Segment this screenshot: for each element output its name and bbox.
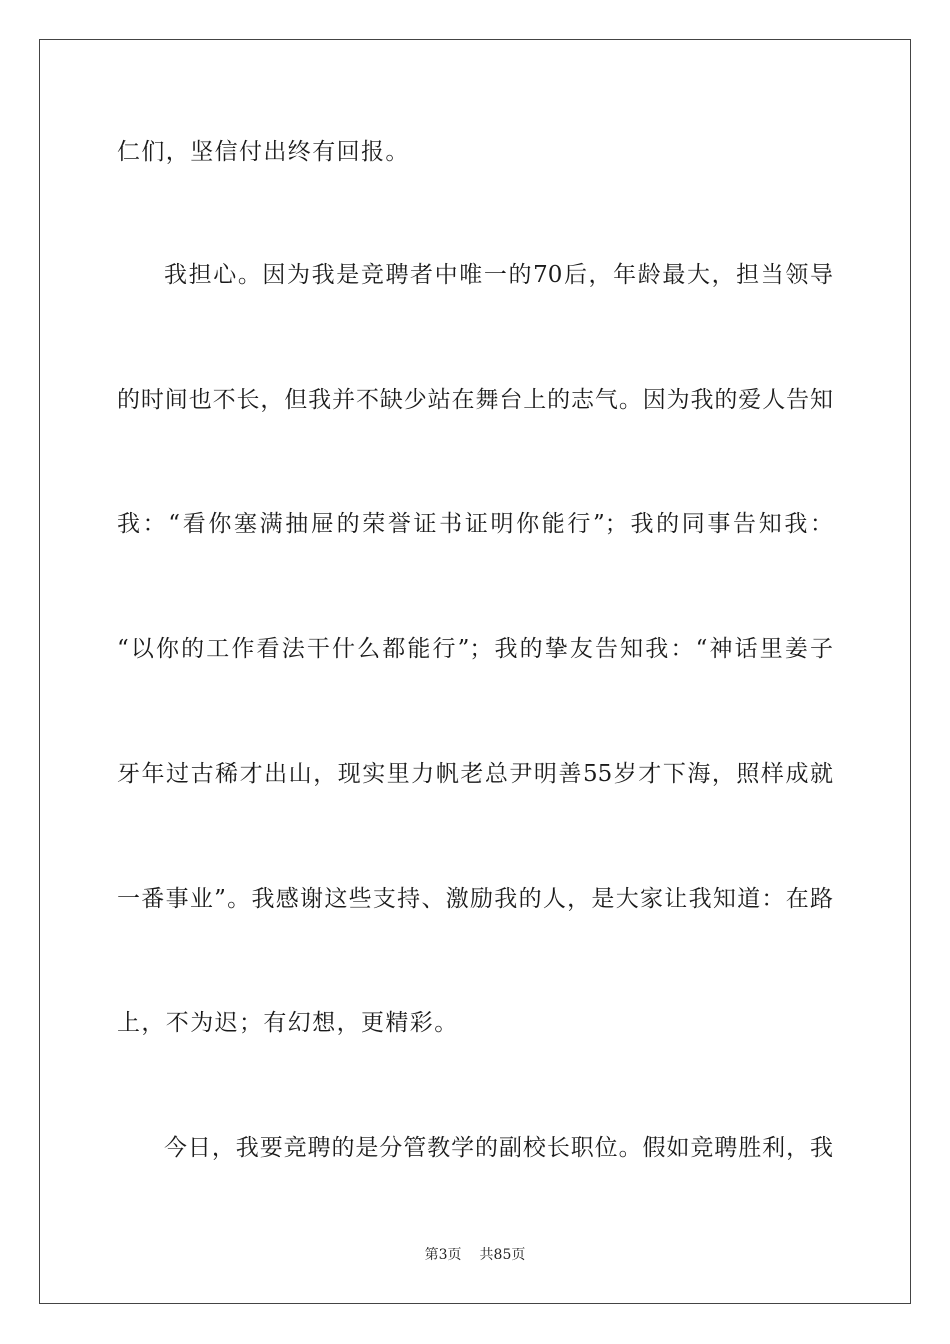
- paragraph-line-1: 仁们，坚信付出终有回报。: [117, 139, 410, 165]
- paragraph-line-5: “以你的工作看法干什么都能行”；我的挚友告知我：“神话里姜子: [117, 636, 833, 662]
- paragraph-line-2: 我担心。因为我是竞聘者中唯一的70后，年龄最大，担当领导: [164, 262, 833, 288]
- paragraph-line-6: 牙年过古稀才出山，现实里力帆老总尹明善55岁才下海，照样成就: [117, 761, 833, 787]
- page-border: [39, 39, 911, 1304]
- page-number: 第3页: [424, 1247, 462, 1263]
- paragraph-line-9: 今日，我要竞聘的是分管教学的副校长职位。假如竞聘胜利，我: [164, 1135, 833, 1161]
- paragraph-line-3: 的时间也不长，但我并不缺少站在舞台上的志气。因为我的爱人告知: [117, 387, 833, 413]
- paragraph-line-8: 上，不为迟；有幻想，更精彩。: [117, 1010, 459, 1036]
- page-total: 共85页: [479, 1247, 526, 1263]
- paragraph-line-7: 一番事业”。我感谢这些支持、激励我的人，是大家让我知道：在路: [117, 886, 833, 912]
- page-footer: [0, 1246, 950, 1264]
- paragraph-line-4: 我：“看你塞满抽屉的荣誉证书证明你能行”；我的同事告知我：: [117, 511, 833, 537]
